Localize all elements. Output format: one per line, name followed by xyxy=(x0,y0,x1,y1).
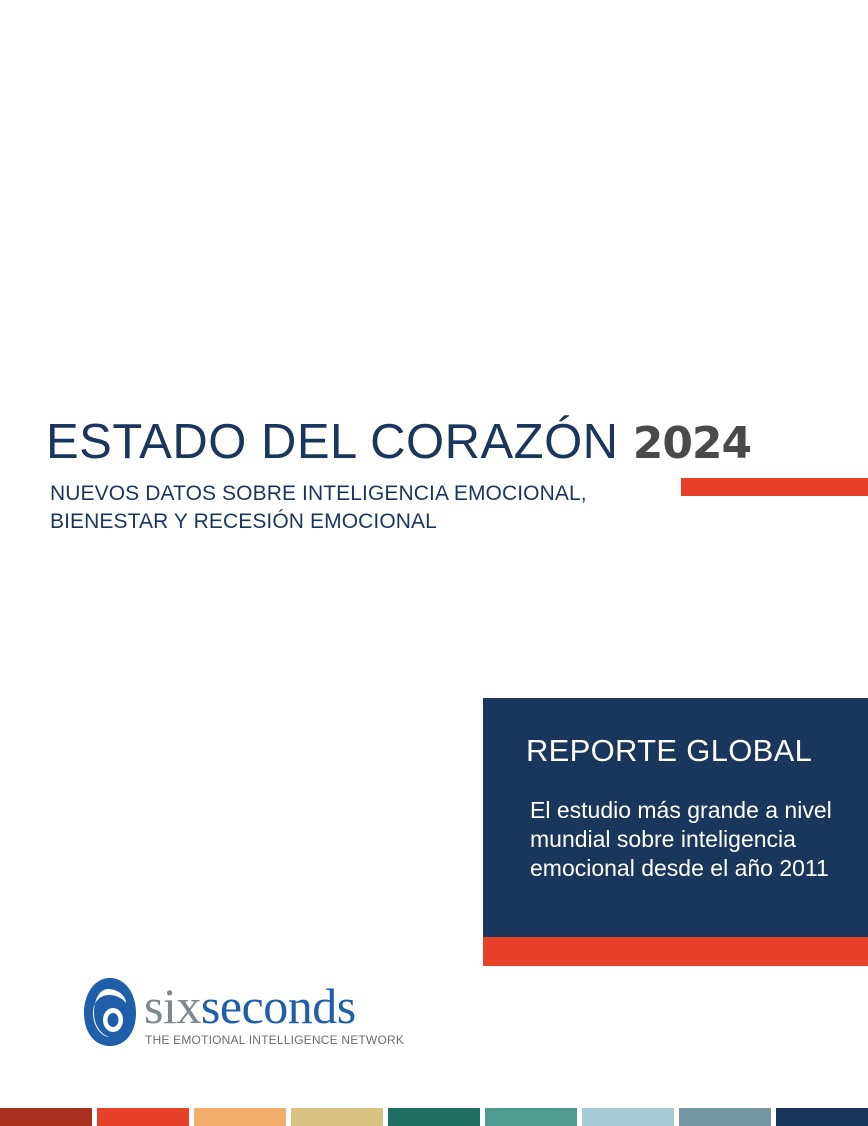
cover-title xyxy=(46,412,751,474)
cover-subtitle xyxy=(50,480,587,536)
color-strip-swatch xyxy=(0,1108,92,1126)
cover-subtitle-line-2: BIENESTAR Y RECESIÓN EMOCIONAL xyxy=(50,510,437,533)
color-strip-swatch xyxy=(194,1108,286,1126)
cover-year: 2024 xyxy=(632,418,752,469)
color-strip-swatch xyxy=(776,1108,868,1126)
color-strip-swatch xyxy=(485,1108,577,1126)
six-seconds-logo-icon xyxy=(82,976,138,1048)
sixseconds-logo xyxy=(82,976,405,1056)
report-accent-band xyxy=(483,937,868,966)
logo-tagline: THE EMOTIONAL INTELLIGENCE NETWORK xyxy=(145,1033,405,1047)
color-strip-swatch xyxy=(582,1108,674,1126)
logo-wordmark-seconds: seconds xyxy=(200,978,356,1034)
logo-mark-core xyxy=(108,1013,119,1027)
cover-title-text: ESTADO DEL CORAZÓN xyxy=(46,415,619,469)
report-title: REPORTE GLOBAL xyxy=(526,733,813,768)
color-strip xyxy=(0,1108,868,1126)
cover-subtitle-line-1: NUEVOS DATOS SOBRE INTELIGENCIA EMOCIONAL, xyxy=(50,482,587,505)
report-description: El estudio más grande a nivel mundial sobre inteligencia emocional desde el año 2011 xyxy=(530,797,832,881)
title-accent-bar xyxy=(681,478,868,496)
logo-wordmark-six: six xyxy=(144,978,201,1034)
color-strip-swatch xyxy=(679,1108,771,1126)
report-box xyxy=(483,698,868,937)
logo-wordmark xyxy=(144,976,356,1036)
color-strip-swatch xyxy=(291,1108,383,1126)
color-strip-swatch xyxy=(388,1108,480,1126)
color-strip-swatch xyxy=(97,1108,189,1126)
